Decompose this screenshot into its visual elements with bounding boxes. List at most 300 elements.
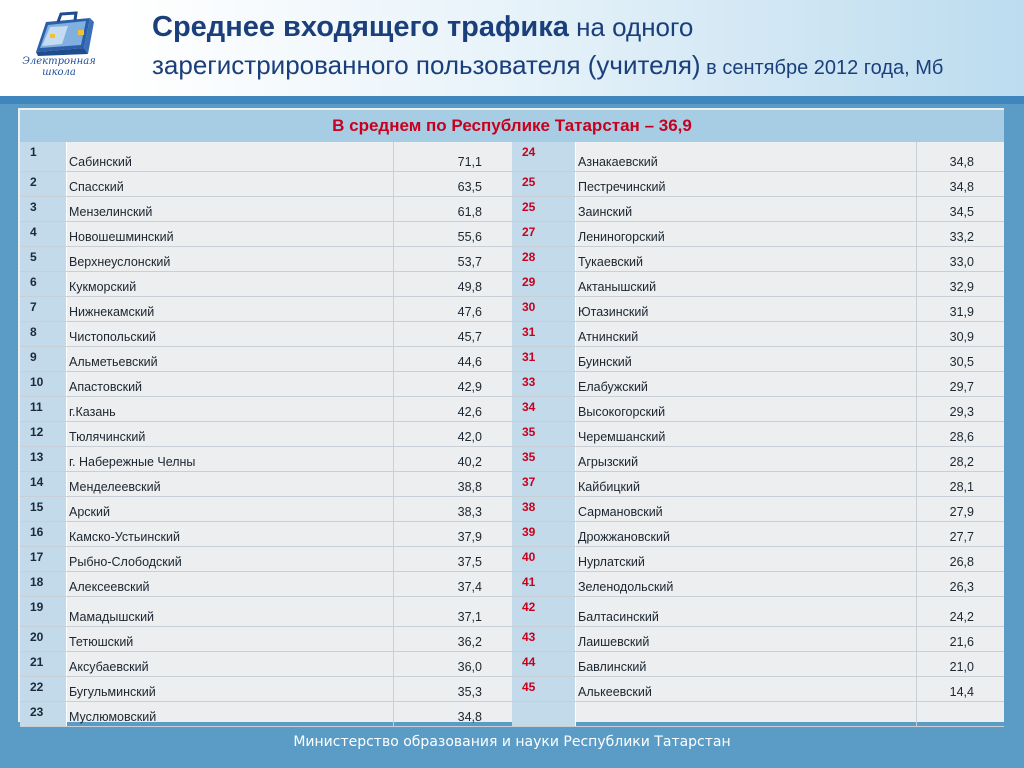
- value-cell-text: 71,1: [457, 155, 482, 169]
- district-cell-text: Алексеевский: [69, 580, 150, 594]
- value-cell-text: 34,5: [949, 205, 974, 219]
- value-cell: [393, 522, 512, 546]
- district-cell: [576, 197, 916, 221]
- district-cell: [67, 447, 393, 471]
- district-cell: [67, 222, 393, 246]
- rank-cell: [20, 702, 67, 726]
- value-cell: [916, 497, 1004, 521]
- rank-cell: [512, 627, 576, 651]
- district-cell: [576, 347, 916, 371]
- value-cell-text: 37,4: [457, 580, 482, 594]
- table-row: [20, 652, 1004, 677]
- value-cell-text: 21,6: [949, 635, 974, 649]
- district-cell: [576, 547, 916, 571]
- rank-cell: [512, 652, 576, 676]
- value-cell: [916, 572, 1004, 596]
- district-cell-text: Менделеевский: [69, 480, 161, 494]
- table-row: [20, 472, 1004, 497]
- value-cell: [916, 142, 1004, 171]
- rank-cell: [20, 222, 67, 246]
- page-title-bold: Среднее входящего трафика: [152, 11, 569, 43]
- rank-cell-text: 8: [30, 325, 37, 339]
- district-cell-text: Азнакаевский: [578, 155, 658, 169]
- rank-cell-text: 45: [522, 680, 536, 694]
- value-cell: [916, 272, 1004, 296]
- district-cell: [67, 547, 393, 571]
- rank-cell-text: 25: [522, 200, 536, 214]
- district-cell-text: Апастовский: [69, 380, 143, 394]
- rank-cell-text: 40: [522, 550, 536, 564]
- district-cell: [576, 297, 916, 321]
- average-dash: –: [644, 116, 655, 135]
- district-cell-text: Елабужский: [578, 380, 648, 394]
- district-cell-text: Муслюмовский: [69, 710, 157, 724]
- table-row: [20, 322, 1004, 347]
- value-cell-text: 32,9: [949, 280, 974, 294]
- value-cell-text: 49,8: [457, 280, 482, 294]
- district-cell-text: Ютазинский: [578, 305, 649, 319]
- value-cell-text: 42,9: [457, 380, 482, 394]
- page-title-period: в сентябре 2012 года, Мб: [700, 57, 944, 79]
- value-cell-text: 55,6: [457, 230, 482, 244]
- average-banner: [20, 110, 1004, 142]
- district-cell-text: Арский: [69, 505, 110, 519]
- district-cell-text: г. Набережные Челны: [69, 455, 196, 469]
- value-cell: [393, 547, 512, 571]
- rank-cell-text: 22: [30, 680, 44, 694]
- district-cell: [576, 247, 916, 271]
- table-row: [20, 627, 1004, 652]
- value-cell: [393, 247, 512, 271]
- district-cell-text: Лениногорский: [578, 230, 665, 244]
- rank-cell: [20, 652, 67, 676]
- value-cell-text: 33,2: [949, 230, 974, 244]
- value-cell-text: 44,6: [457, 355, 482, 369]
- district-cell: [67, 677, 393, 701]
- value-cell: [393, 347, 512, 371]
- value-cell: [393, 572, 512, 596]
- rank-cell: [512, 347, 576, 371]
- page-title-rest: на одного: [568, 12, 694, 42]
- value-cell-text: 24,2: [949, 610, 974, 624]
- district-cell-text: Черемшанский: [578, 430, 666, 444]
- page-title-line2: зарегистрированного пользователя (учителя): [152, 50, 701, 80]
- district-cell-text: Верхнеуслонский: [69, 255, 171, 269]
- logo-label-line1: Электронная: [22, 56, 96, 67]
- rank-cell: [20, 272, 67, 296]
- rank-cell-text: 3: [30, 200, 37, 214]
- district-cell: [576, 627, 916, 651]
- value-cell: [916, 297, 1004, 321]
- rank-cell: [20, 322, 67, 346]
- value-cell: [916, 447, 1004, 471]
- rank-cell: [512, 247, 576, 271]
- table-row: [20, 397, 1004, 422]
- district-cell: [576, 397, 916, 421]
- district-cell: [67, 522, 393, 546]
- value-cell-text: 33,0: [949, 255, 974, 269]
- rank-cell-text: 4: [30, 225, 37, 239]
- value-cell-text: 37,5: [457, 555, 482, 569]
- value-cell-text: 36,0: [457, 660, 482, 674]
- rank-cell: [512, 447, 576, 471]
- rank-cell-text: 15: [30, 500, 44, 514]
- district-cell: [576, 142, 916, 171]
- rank-cell-text: 31: [522, 325, 536, 339]
- value-cell-text: 37,1: [457, 610, 482, 624]
- rank-cell-text: 11: [30, 400, 43, 414]
- value-cell: [393, 447, 512, 471]
- value-cell-text: 28,2: [949, 455, 974, 469]
- value-cell: [393, 422, 512, 446]
- value-cell: [393, 597, 512, 626]
- district-cell-text: Сабинский: [69, 155, 132, 169]
- value-cell: [916, 222, 1004, 246]
- value-cell: [916, 197, 1004, 221]
- value-cell: [393, 297, 512, 321]
- district-cell-text: Атнинский: [578, 330, 639, 344]
- district-cell: [67, 197, 393, 221]
- district-cell-text: Бугульминский: [69, 685, 156, 699]
- district-cell: [67, 172, 393, 196]
- rank-cell-text: 28: [522, 250, 536, 264]
- table-row: [20, 597, 1004, 627]
- value-cell-text: 27,9: [949, 505, 974, 519]
- rank-cell: [20, 247, 67, 271]
- value-cell: [393, 322, 512, 346]
- value-cell: [393, 197, 512, 221]
- value-cell-text: 34,8: [949, 155, 974, 169]
- district-cell: [67, 572, 393, 596]
- table-row: [20, 347, 1004, 372]
- value-cell-text: 21,0: [949, 660, 974, 674]
- rank-cell: [20, 447, 67, 471]
- district-cell-text: Камско-Устьинский: [69, 530, 180, 544]
- district-cell-text: Тукаевский: [578, 255, 644, 269]
- district-cell: [576, 422, 916, 446]
- value-cell: [393, 397, 512, 421]
- value-cell-text: 27,7: [949, 530, 974, 544]
- district-cell-text: Балтасинский: [578, 610, 659, 624]
- value-cell-empty: [916, 702, 1004, 726]
- value-cell-text: 63,5: [457, 180, 482, 194]
- value-cell-text: 35,3: [457, 685, 482, 699]
- district-cell-text: Заинский: [578, 205, 633, 219]
- rank-cell: [20, 422, 67, 446]
- table-row: [20, 447, 1004, 472]
- district-cell: [67, 627, 393, 651]
- district-cell: [67, 597, 393, 626]
- rank-cell-text: 41: [522, 575, 536, 589]
- rank-cell: [512, 522, 576, 546]
- district-cell-text: Тетюшский: [69, 635, 134, 649]
- district-cell: [576, 272, 916, 296]
- table-row: [20, 297, 1004, 322]
- rank-cell-text: 33: [522, 375, 536, 389]
- value-cell-text: 14,4: [949, 685, 974, 699]
- table-row: [20, 497, 1004, 522]
- logo: [0, 0, 120, 96]
- value-cell: [916, 547, 1004, 571]
- value-cell-text: 42,6: [457, 405, 482, 419]
- district-cell: [67, 297, 393, 321]
- rank-cell-text: 16: [30, 525, 44, 539]
- district-cell-text: Новошешминский: [69, 230, 174, 244]
- rank-cell-text: 44: [522, 655, 536, 669]
- district-cell-empty: [576, 702, 916, 726]
- page-title: [152, 8, 1012, 87]
- district-cell: [67, 472, 393, 496]
- district-cell: [67, 652, 393, 676]
- table-row: [20, 572, 1004, 597]
- rank-cell-text: 43: [522, 630, 536, 644]
- district-cell-text: Спасский: [69, 180, 124, 194]
- rank-cell-text: 2: [30, 175, 37, 189]
- table-row: [20, 372, 1004, 397]
- rank-cell: [20, 397, 67, 421]
- district-cell-text: Кукморский: [69, 280, 137, 294]
- table-row: [20, 677, 1004, 702]
- value-cell-text: 53,7: [457, 255, 482, 269]
- value-cell-text: 38,3: [457, 505, 482, 519]
- value-cell: [916, 472, 1004, 496]
- value-cell: [916, 322, 1004, 346]
- value-cell: [916, 652, 1004, 676]
- district-cell: [576, 172, 916, 196]
- value-cell: [393, 677, 512, 701]
- table-row: [20, 172, 1004, 197]
- rank-cell: [20, 497, 67, 521]
- district-cell: [576, 597, 916, 626]
- district-cell-text: Бавлинский: [578, 660, 647, 674]
- rank-cell-text: 21: [30, 655, 44, 669]
- district-cell-text: г.Казань: [69, 405, 116, 419]
- value-cell-text: 38,8: [457, 480, 482, 494]
- table-row: [20, 222, 1004, 247]
- rank-cell-text: 14: [30, 475, 44, 489]
- rank-cell: [20, 677, 67, 701]
- rank-cell-text: 25: [522, 175, 536, 189]
- district-cell-text: Актанышский: [578, 280, 657, 294]
- district-cell-text: Кайбицкий: [578, 480, 640, 494]
- value-cell: [916, 372, 1004, 396]
- district-cell-text: Альметьевский: [69, 355, 158, 369]
- value-cell-text: 40,2: [457, 455, 482, 469]
- rank-cell: [20, 547, 67, 571]
- value-cell-text: 34,8: [457, 710, 482, 724]
- district-cell: [67, 247, 393, 271]
- rank-cell-text: 12: [30, 425, 44, 439]
- district-cell: [576, 322, 916, 346]
- district-cell-text: Буинский: [578, 355, 632, 369]
- value-cell-text: 47,6: [457, 305, 482, 319]
- value-cell: [916, 522, 1004, 546]
- average-value: 36,9: [658, 116, 692, 135]
- district-cell-text: Алькеевский: [578, 685, 652, 699]
- district-cell: [576, 372, 916, 396]
- rank-cell-text: 18: [30, 575, 44, 589]
- header: [0, 0, 1024, 96]
- rank-cell: [512, 142, 576, 171]
- district-cell: [67, 272, 393, 296]
- value-cell: [916, 172, 1004, 196]
- value-cell-text: 26,8: [949, 555, 974, 569]
- value-cell-text: 42,0: [457, 430, 482, 444]
- district-cell-text: Нижнекамский: [69, 305, 155, 319]
- district-cell: [576, 222, 916, 246]
- value-cell-text: 26,3: [949, 580, 974, 594]
- ranking-table: [20, 142, 1004, 722]
- value-cell: [393, 222, 512, 246]
- rank-cell: [20, 572, 67, 596]
- rank-cell: [512, 222, 576, 246]
- value-cell-text: 29,7: [949, 380, 974, 394]
- value-cell: [916, 422, 1004, 446]
- rank-cell: [512, 322, 576, 346]
- table-row: [20, 547, 1004, 572]
- value-cell: [393, 627, 512, 651]
- table-row: [20, 247, 1004, 272]
- table-row: [20, 422, 1004, 447]
- district-cell: [67, 347, 393, 371]
- district-cell: [67, 702, 393, 726]
- district-cell: [67, 372, 393, 396]
- rank-cell: [20, 627, 67, 651]
- district-cell-text: Агрызский: [578, 455, 639, 469]
- district-cell-text: Пестречинский: [578, 180, 666, 194]
- rank-cell-text: 29: [522, 275, 536, 289]
- rank-cell-text: 34: [522, 400, 536, 414]
- district-cell: [67, 142, 393, 171]
- table-row: [20, 272, 1004, 297]
- value-cell-text: 61,8: [457, 205, 482, 219]
- table-row: [20, 522, 1004, 547]
- rank-cell: [20, 372, 67, 396]
- value-cell-text: 28,6: [949, 430, 974, 444]
- rank-cell: [20, 197, 67, 221]
- rank-cell: [512, 172, 576, 196]
- rank-cell: [512, 597, 576, 626]
- value-cell: [393, 142, 512, 171]
- rank-cell: [20, 472, 67, 496]
- value-cell: [916, 397, 1004, 421]
- rank-cell-text: 37: [522, 475, 536, 489]
- value-cell-text: 28,1: [949, 480, 974, 494]
- value-cell: [916, 597, 1004, 626]
- district-cell: [576, 677, 916, 701]
- average-label: В среднем по Республике Татарстан: [332, 116, 640, 135]
- district-cell: [576, 652, 916, 676]
- value-cell-text: 30,5: [949, 355, 974, 369]
- rank-cell: [512, 572, 576, 596]
- rank-cell: [512, 547, 576, 571]
- rank-cell-text: 42: [522, 600, 536, 614]
- value-cell-text: 37,9: [457, 530, 482, 544]
- district-cell: [67, 497, 393, 521]
- briefcase-icon: [28, 8, 100, 58]
- district-cell-text: Чистопольский: [69, 330, 157, 344]
- rank-cell: [512, 497, 576, 521]
- rank-cell: [20, 347, 67, 371]
- rank-cell: [20, 172, 67, 196]
- rank-cell-text: 35: [522, 425, 536, 439]
- rank-cell: [512, 677, 576, 701]
- rank-cell-text: 17: [30, 550, 44, 564]
- rank-cell-empty: [512, 702, 576, 726]
- rank-cell-text: 38: [522, 500, 536, 514]
- rank-cell: [512, 422, 576, 446]
- district-cell-text: Высокогорский: [578, 405, 666, 419]
- rank-cell-text: 10: [30, 375, 44, 389]
- value-cell: [916, 677, 1004, 701]
- rank-cell: [512, 472, 576, 496]
- rank-cell: [512, 372, 576, 396]
- value-cell: [916, 247, 1004, 271]
- district-cell: [576, 447, 916, 471]
- district-cell: [576, 522, 916, 546]
- district-cell-text: Мамадышский: [69, 610, 155, 624]
- value-cell: [393, 652, 512, 676]
- value-cell-text: 36,2: [457, 635, 482, 649]
- district-cell: [576, 497, 916, 521]
- district-cell: [576, 472, 916, 496]
- value-cell-text: 30,9: [949, 330, 974, 344]
- rank-cell: [512, 397, 576, 421]
- rank-cell-text: 6: [30, 275, 37, 289]
- rank-cell-text: 31: [522, 350, 536, 364]
- rank-cell-text: 20: [30, 630, 44, 644]
- rank-cell-text: 23: [30, 705, 44, 719]
- district-cell-text: Зеленодольский: [578, 580, 674, 594]
- footer: Министерство образования и науки Республики Татарстан: [293, 734, 731, 750]
- rank-cell: [20, 522, 67, 546]
- rank-cell: [512, 297, 576, 321]
- rank-cell: [512, 272, 576, 296]
- rank-cell-text: 9: [30, 350, 37, 364]
- value-cell: [393, 272, 512, 296]
- rank-cell-text: 5: [30, 250, 37, 264]
- rank-cell-text: 7: [30, 300, 37, 314]
- value-cell: [393, 472, 512, 496]
- district-cell-text: Нурлатский: [578, 555, 645, 569]
- district-cell-text: Рыбно-Слободский: [69, 555, 182, 569]
- table-row: [20, 702, 1004, 727]
- value-cell-text: 29,3: [949, 405, 974, 419]
- rank-cell: [20, 597, 67, 626]
- rank-cell-text: 35: [522, 450, 536, 464]
- rank-cell: [20, 297, 67, 321]
- district-cell: [576, 572, 916, 596]
- rank-cell-text: 19: [30, 600, 44, 614]
- header-divider: [0, 96, 1024, 104]
- district-cell: [67, 397, 393, 421]
- value-cell: [393, 172, 512, 196]
- value-cell-text: 34,8: [949, 180, 974, 194]
- value-cell-text: 45,7: [457, 330, 482, 344]
- table-row: [20, 197, 1004, 222]
- value-cell: [393, 497, 512, 521]
- district-cell-text: Мензелинский: [69, 205, 153, 219]
- district-cell: [67, 422, 393, 446]
- value-cell-text: 31,9: [949, 305, 974, 319]
- district-cell-text: Лаишевский: [578, 635, 650, 649]
- district-cell-text: Дрожжановский: [578, 530, 670, 544]
- rank-cell-text: 24: [522, 145, 536, 159]
- value-cell: [393, 702, 512, 726]
- rank-cell-text: 1: [30, 145, 37, 159]
- rank-cell: [512, 197, 576, 221]
- value-cell: [916, 347, 1004, 371]
